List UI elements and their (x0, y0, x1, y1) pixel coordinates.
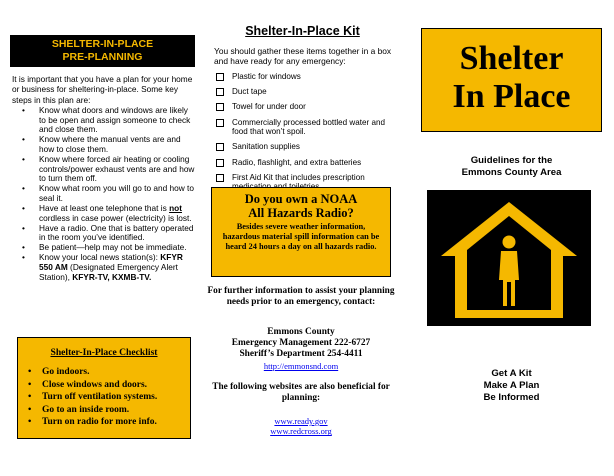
noaa-body: Besides severe weather information, hazardous material spill information can be heard 24 hours a day on all hazards radio. (222, 222, 380, 251)
pre-planning-steps (12, 106, 196, 283)
list-item: Sanitation supplies (214, 142, 400, 152)
org-name: Emmons County (267, 327, 335, 337)
website-links (205, 416, 397, 437)
cover-title-line2: In Place (452, 78, 571, 115)
person-in-house-icon (427, 190, 591, 326)
list-item: First Aid Kit that includes prescription (214, 173, 400, 192)
checkbox-icon (216, 73, 224, 81)
kit-list (214, 72, 400, 198)
list-item: • Go to an inside room. (28, 404, 157, 417)
websites-note: The following websites are also beneficial for planning: (212, 382, 390, 403)
checkbox-icon (216, 103, 224, 111)
list-item: Commercially processed bottled water and food that won’t spoil. (214, 118, 400, 137)
checklist-items (28, 366, 157, 429)
list-item: • Be patient—help may not be immediate. (12, 243, 196, 253)
kit-title: Shelter-In-Place Kit (245, 24, 360, 38)
checkbox-icon (216, 88, 224, 96)
emergency-management-line: Emergency Management 222-6727 (231, 338, 371, 349)
checkbox-icon (216, 174, 224, 182)
pre-planning-heading: SHELTER-IN-PLACE PRE-PLANNING (10, 35, 195, 67)
guidelines-subtitle: Guidelines for the Emmons County Area (461, 155, 562, 178)
left-panel (0, 0, 200, 476)
checklist-title: Shelter-In-Place Checklist (50, 347, 158, 358)
list-item: • Know what doors and windows are likely to be open and assign someone to check and close them. (12, 106, 196, 135)
list-item: Plastic for windows (214, 72, 400, 82)
list-item: • Turn on radio for more info. (28, 416, 157, 429)
list-item: • Go indoors. (28, 366, 157, 379)
county-website-link[interactable]: http://emmonsnd.com (263, 360, 339, 371)
checklist-box (17, 337, 191, 439)
list-item: • Know your local news station(s): KFYR 550 AM (Designated Emergency Alert Station), KFYR-TV, KXMB-TV. (12, 253, 196, 282)
cover-title-line1: Shelter (459, 40, 564, 77)
ready-gov-link[interactable]: www.ready.gov (274, 416, 328, 426)
noaa-callout (211, 187, 391, 277)
contact-block (205, 327, 397, 373)
contact-info-text: For further information to assist your planning needs prior to an emergency, contact: (207, 286, 395, 307)
kit-intro: You should gather these items together in a box and have ready for any emergency: (214, 46, 392, 66)
list-item: • Have at least one telephone that is not cordless in case power (electricity) is lost. (12, 204, 196, 223)
redcross-link[interactable]: www.redcross.org (270, 426, 332, 437)
list-item: • Know what room you will go to and how to seal it. (12, 184, 196, 203)
cover-title-box (421, 28, 602, 132)
sheriff-line: Sheriff’s Department 254-4411 (239, 349, 363, 360)
list-item: • Know where the manual vents are and how to close them. (12, 135, 196, 154)
checkbox-icon (216, 143, 224, 151)
list-item: Towel for under door (214, 102, 400, 112)
list-item: • Have a radio. One that is battery operated in the room you’ve identified. (12, 224, 196, 243)
motto: Get A Kit Make A Plan Be Informed (483, 368, 540, 403)
list-item: Radio, flashlight, and extra batteries (214, 158, 400, 168)
checkbox-icon (216, 119, 224, 127)
list-item: • Know where forced air heating or cooling controls/power exhaust vents are and how to turn them off. (12, 155, 196, 184)
list-item: Duct tape (214, 87, 400, 97)
noaa-title: Do you own a NOAA All Hazards Radio? (244, 192, 358, 220)
checkbox-icon (216, 159, 224, 167)
list-item: • Close windows and doors. (28, 379, 157, 392)
pre-planning-intro: It is important that you have a plan for your home or business for sheltering-in-place. Some key steps in this plan are: (12, 74, 193, 105)
list-item: • Turn off ventilation systems. (28, 391, 157, 404)
